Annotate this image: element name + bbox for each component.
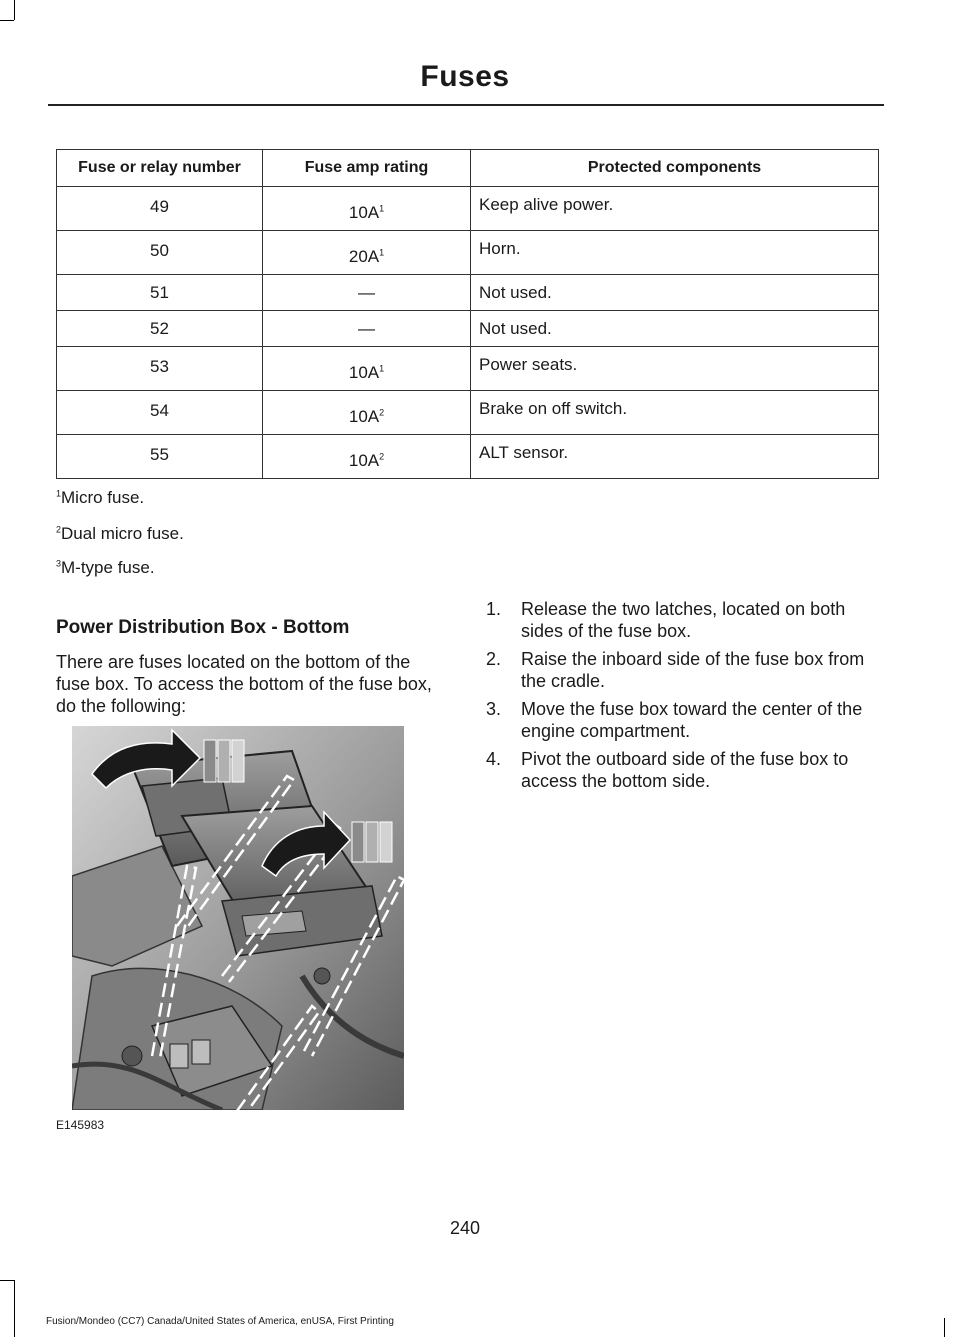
step-text: Move the fuse box toward the center of the engine compartment. — [521, 699, 863, 741]
table-row — [57, 275, 879, 311]
table-row — [57, 187, 879, 231]
fuse-number: 50 — [57, 231, 263, 275]
amp-rating: — — [263, 311, 471, 347]
protected-component: Power seats. — [471, 347, 879, 391]
column-header: Fuse or relay number — [57, 150, 263, 187]
fuse-number: 55 — [57, 435, 263, 479]
step-item — [486, 748, 882, 792]
fuse-table — [56, 149, 879, 479]
fuse-number: 49 — [57, 187, 263, 231]
footnote: $^2$Dual micro fuse. — [56, 524, 184, 543]
instruction-steps — [486, 598, 882, 798]
step-text: Release the two latches, located on both sides of the fuse box. — [521, 599, 846, 641]
step-number: 2. — [486, 649, 502, 669]
crop-mark — [14, 0, 15, 20]
table-header-row — [57, 150, 879, 187]
protected-component: ALT sensor. — [471, 435, 879, 479]
column-header: Protected components — [471, 150, 879, 187]
fuse-number: 53 — [57, 347, 263, 391]
amp-rating: $20A^1$ — [263, 231, 471, 275]
step-item — [486, 648, 882, 692]
title-divider — [48, 104, 884, 106]
protected-component: Horn. — [471, 231, 879, 275]
page-number: 240 — [449, 1218, 481, 1238]
footnote: $^3$M-type fuse. — [56, 558, 155, 577]
footnote-ref: 2 — [379, 406, 385, 417]
fuse-number: 52 — [57, 311, 263, 347]
step-text: Raise the inboard side of the fuse box from the cradle. — [521, 649, 865, 691]
table-row — [57, 435, 879, 479]
edition-footer: Fusion/Mondeo (CC7) Canada/United States of America, enUSA, First Printing — [46, 1316, 394, 1327]
figure-label: E145983 — [56, 1118, 105, 1132]
step-text: Pivot the outboard side of the fuse box to access the bottom side. — [521, 749, 849, 791]
page-title: Fuses — [420, 60, 510, 93]
step-number: 4. — [486, 749, 502, 769]
intro-paragraph: There are fuses located on the bottom of the fuse box. To access the bottom of the fuse box, do the following: — [56, 652, 432, 716]
table-row — [57, 231, 879, 275]
footnote-ref: 2 — [379, 450, 385, 461]
protected-component: Not used. — [471, 275, 879, 311]
footnote-ref: 1 — [379, 202, 385, 213]
footnote-ref: 1 — [379, 246, 385, 257]
step-number: 1. — [486, 599, 502, 619]
footnote-ref: 1 — [379, 362, 385, 373]
fuse-box-illustration — [72, 726, 404, 1110]
crop-mark — [0, 1280, 14, 1281]
step-number: 3. — [486, 699, 502, 719]
column-header: Fuse amp rating — [263, 150, 471, 187]
section-heading: Power Distribution Box - Bottom — [56, 617, 350, 638]
amp-rating: $10A^1$ — [263, 347, 471, 391]
protected-component: Brake on off switch. — [471, 391, 879, 435]
amp-rating: $10A^2$ — [263, 391, 471, 435]
amp-rating: $10A^2$ — [263, 435, 471, 479]
footnote: $^1$Micro fuse. — [56, 488, 145, 507]
fuse-number: 51 — [57, 275, 263, 311]
table-row — [57, 391, 879, 435]
crop-mark — [14, 1280, 15, 1337]
step-item — [486, 698, 882, 742]
amp-rating: $10A^1$ — [263, 187, 471, 231]
amp-rating: — — [263, 275, 471, 311]
table-row — [57, 347, 879, 391]
crop-mark — [944, 1318, 945, 1337]
table-row — [57, 311, 879, 347]
crop-mark — [0, 20, 14, 21]
fuse-number: 54 — [57, 391, 263, 435]
protected-component: Keep alive power. — [471, 187, 879, 231]
protected-component: Not used. — [471, 311, 879, 347]
step-item — [486, 598, 882, 642]
